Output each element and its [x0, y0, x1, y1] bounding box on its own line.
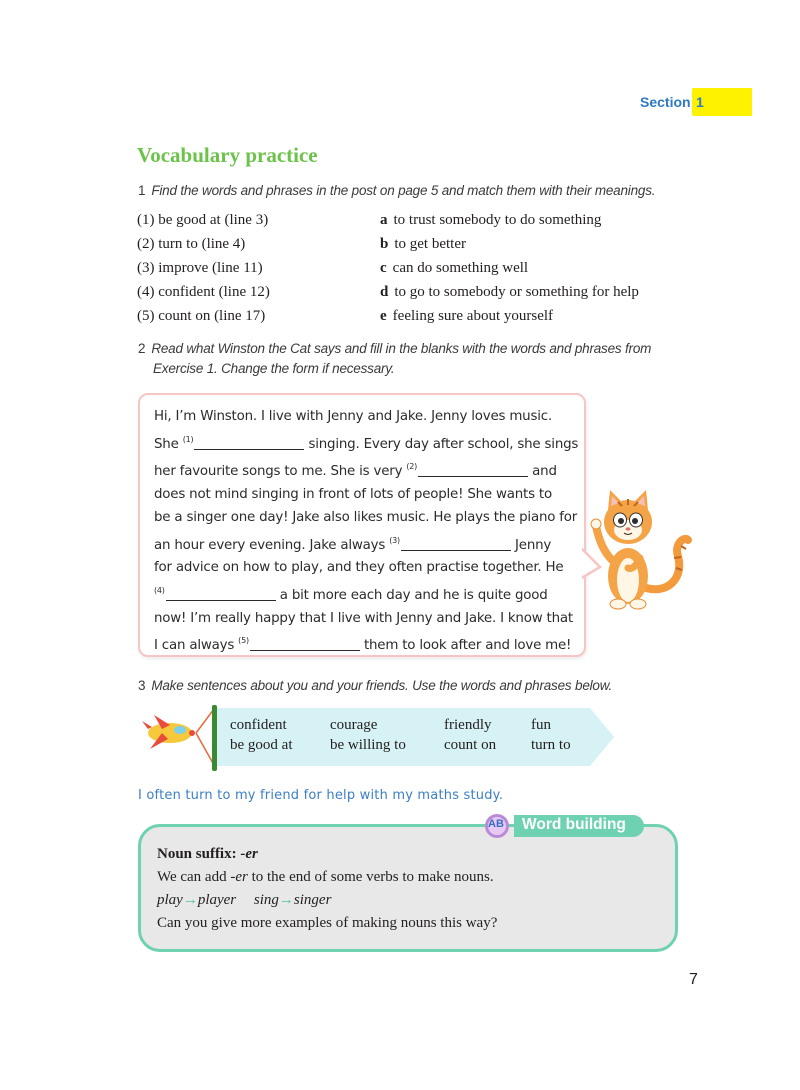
match-left-item: (5) count on (line 17) — [137, 308, 266, 324]
word-item: friendly — [444, 717, 492, 733]
word-item: be good at — [230, 737, 293, 753]
example-sentence: I often turn to my friend for help with my maths study. — [138, 788, 504, 803]
suffix-explanation: We can add -er to the end of some verbs to make nouns. — [157, 869, 494, 885]
speech-line: for advice on how to play, and they often practise together. He — [154, 560, 564, 576]
exercise-1-instruction — [138, 183, 655, 198]
exercise-3-number: 3 — [138, 678, 146, 693]
match-left-item: (1) be good at (line 3) — [137, 212, 269, 228]
section-label: Section — [640, 94, 691, 110]
speech-line: Hi, I’m Winston. I live with Jenny and Jake. Jenny loves music. — [154, 409, 552, 424]
cat-illustration — [588, 488, 692, 612]
speech-line: $^{(4)}$ a bit more each day and he is quite good — [154, 585, 548, 603]
section-tag — [640, 88, 752, 116]
blank-3[interactable] — [401, 536, 511, 551]
exercise-1-number: 1 — [138, 183, 146, 198]
blank-2[interactable] — [418, 462, 528, 477]
match-right-column — [380, 208, 639, 328]
suffix-examples: play→player sing→singer — [157, 892, 332, 908]
exercise-2-text-line1: Read what Winston the Cat says and fill in the blanks with the words and phrases from — [151, 341, 652, 356]
speech-line: does not mind singing in front of lots of people! She wants to — [154, 487, 552, 503]
word-item: fun — [531, 717, 551, 733]
arrow-icon: → — [182, 892, 198, 908]
blank-5[interactable] — [250, 636, 360, 651]
speech-line: an hour every evening. Jake always $^{(3)}$ Jenny — [154, 535, 552, 553]
match-right-item: c can do something well — [380, 260, 529, 276]
word-row — [230, 717, 590, 737]
blank-4[interactable] — [166, 586, 276, 601]
word-list — [230, 717, 590, 757]
match-left-item: (4) confident (line 12) — [137, 284, 270, 300]
word-row — [230, 737, 590, 757]
exercise-2-instruction — [138, 341, 651, 356]
word-item: confident — [230, 717, 287, 733]
ab-icon-letters: AB — [488, 818, 504, 830]
match-right-item: e feeling sure about yourself — [380, 308, 554, 324]
match-left-item: (3) improve (line 11) — [137, 260, 263, 276]
match-right-item: a to trust somebody to do something — [380, 212, 602, 228]
match-right-item: d to go to somebody or something for help — [380, 284, 639, 300]
word-item: turn to — [531, 737, 571, 753]
word-item: courage — [330, 717, 378, 733]
speech-line: her favourite songs to me. She is very $^{(2)}$ and — [154, 462, 557, 480]
speech-line: I can always $^{(5)}$ them to look after and love me! — [154, 636, 572, 654]
suffix-question: Can you give more examples of making nouns this way? — [157, 915, 498, 931]
exercise-3-text: Make sentences about you and your friends. Use the words and phrases below. — [151, 678, 613, 693]
speech-line: She $^{(1)}$ singing. Every day after school, she sings — [154, 434, 579, 452]
section-number: 1 — [696, 94, 704, 110]
match-left-item: (2) turn to (line 4) — [137, 236, 246, 252]
exercise-1-text: Find the words and phrases in the post on page 5 and match them with their meanings. — [151, 183, 656, 198]
suffix-heading: Noun suffix: -er — [157, 846, 258, 862]
page-number: 7 — [689, 971, 698, 988]
match-left-column — [137, 208, 270, 328]
arrow-icon: → — [278, 892, 294, 908]
exercise-2-number: 2 — [138, 341, 146, 356]
word-building-box — [138, 824, 678, 952]
blank-1[interactable] — [194, 435, 304, 450]
speech-text — [154, 406, 579, 658]
speech-line: now! I’m really happy that I live with Jenny and Jake. I know that — [154, 610, 573, 626]
match-right-item: b to get better — [380, 236, 466, 252]
exercise-2-instruction-line2: Exercise 1. Change the form if necessary. — [153, 361, 395, 376]
word-item: count on — [444, 737, 497, 753]
exercise-3-instruction — [138, 678, 612, 693]
word-building-title: Word building — [522, 816, 626, 833]
word-building-tab — [484, 813, 646, 839]
page-title: Vocabulary practice — [137, 143, 318, 167]
word-building-pill — [514, 815, 644, 837]
word-item: be willing to — [330, 737, 406, 753]
speech-line: be a singer one day! Jake also likes music. He plays the piano for — [154, 509, 578, 525]
